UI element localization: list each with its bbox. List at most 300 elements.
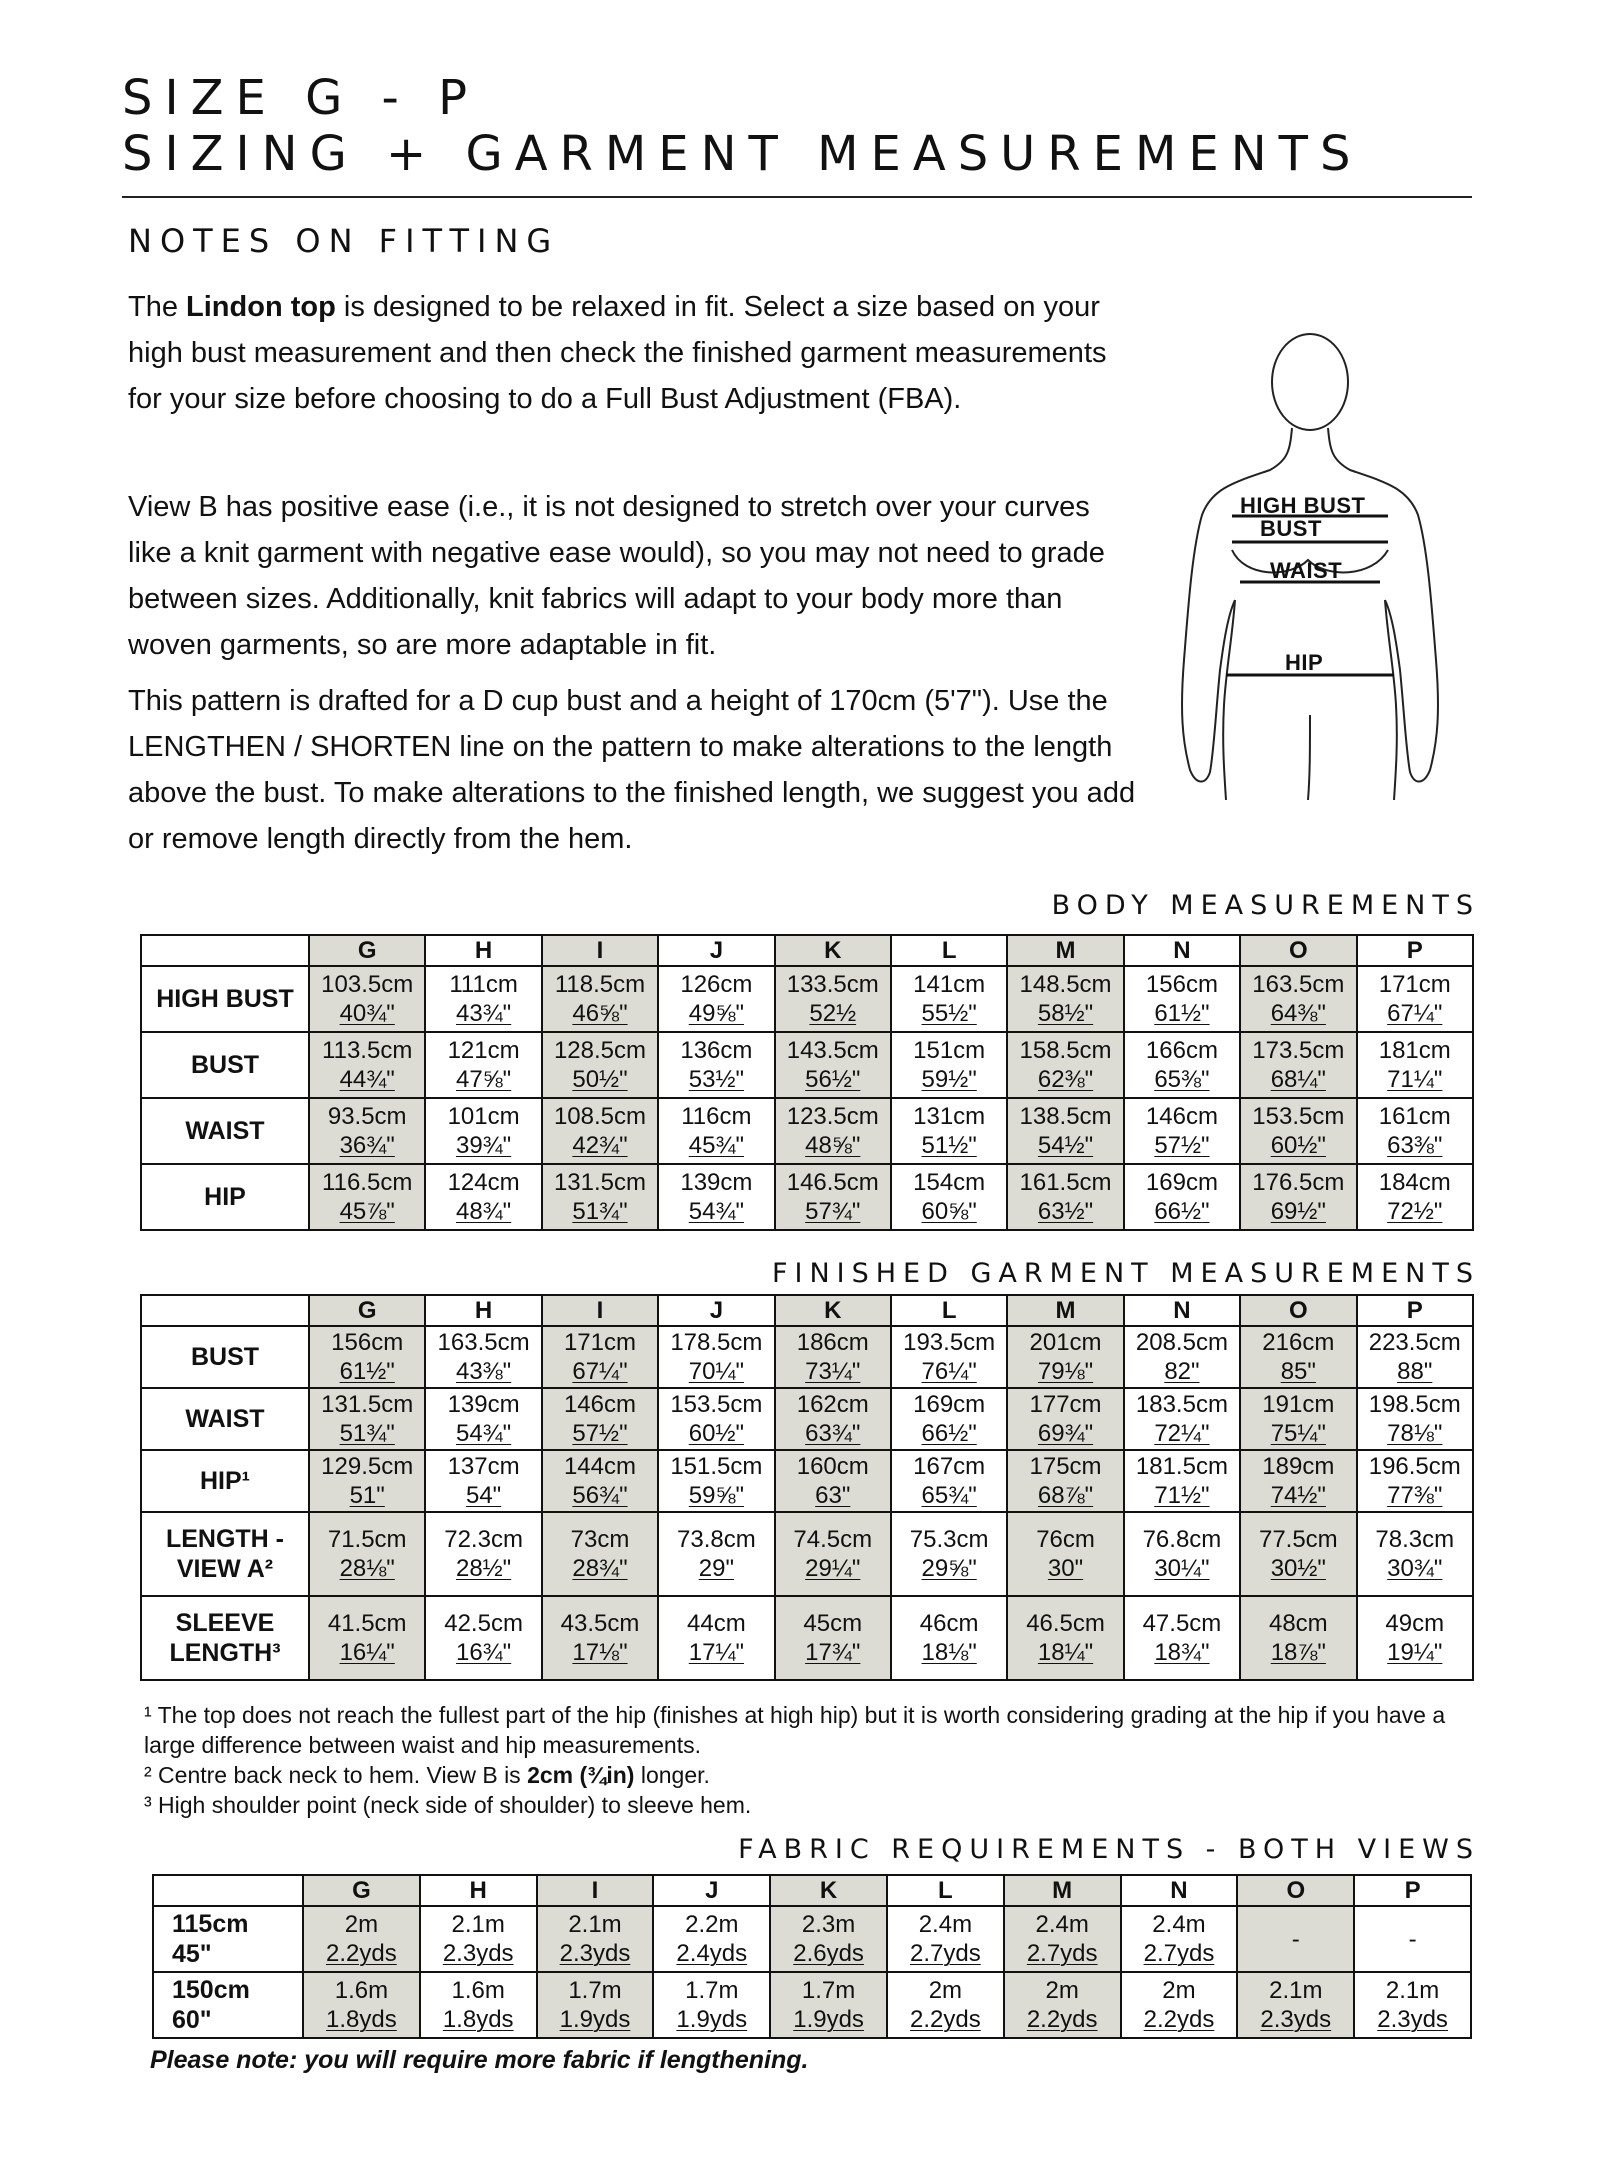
value-metric: 131.5cm: [321, 1391, 414, 1418]
row-label: [141, 1450, 309, 1512]
measurement-cell: [653, 1972, 770, 2038]
measurement-cell: [542, 1326, 658, 1388]
measurement-cell: [770, 1972, 887, 2038]
row-label-text: HIGH BUST: [156, 985, 294, 1013]
table-row: [153, 1972, 1471, 2038]
value-imperial: 2.4yds: [676, 1940, 748, 1967]
value-metric: 2.1m: [1269, 1977, 1323, 2004]
value-imperial: 2.3yds: [559, 1940, 631, 1967]
measurement-cell: [1237, 1906, 1354, 1972]
value-metric: 76.8cm: [1142, 1526, 1222, 1553]
measurement-cell: [653, 1906, 770, 1972]
measurement-cell: [775, 1450, 891, 1512]
value-imperial: 2.3yds: [442, 1940, 514, 1967]
title-line-2: SIZING + GARMENT MEASUREMENTS: [122, 126, 1363, 182]
row-label-text: BUST: [190, 1343, 260, 1371]
body-outline-icon: [1140, 310, 1480, 800]
value-metric: 2.1m: [1385, 1977, 1440, 2004]
size-header-o: O: [1237, 1875, 1354, 1906]
row-label: [141, 1326, 309, 1388]
measurement-cell: [775, 1388, 891, 1450]
value-metric: 161.5cm: [1019, 1169, 1112, 1196]
size-header-row: [153, 1875, 1471, 1906]
size-header-k: K: [775, 1295, 891, 1326]
value-metric: 75.3cm: [909, 1526, 989, 1553]
value-imperial: 2.3yds: [1377, 2006, 1448, 2033]
value-metric: 163.5cm: [437, 1329, 530, 1356]
value-metric: 151.5cm: [670, 1453, 763, 1480]
value-imperial: 60⅝": [921, 1198, 977, 1225]
value-imperial: 60½": [1270, 1132, 1326, 1159]
size-header-i: I: [537, 1875, 654, 1906]
measurement-cell: [1007, 1164, 1123, 1230]
value-metric: 2m: [344, 1911, 379, 1938]
value-metric: 116cm: [681, 1103, 752, 1130]
value-metric: 2.2m: [685, 1911, 739, 1938]
value-metric: 129.5cm: [321, 1453, 414, 1480]
value-metric: 72.3cm: [444, 1526, 523, 1553]
value-metric: 131cm: [913, 1103, 986, 1130]
fabric-note: Please note: you will require more fabric if lengthening.: [150, 2046, 809, 2074]
row-label-text: WAIST: [185, 1405, 265, 1433]
value-metric: 76cm: [1036, 1526, 1095, 1553]
value-metric: 47.5cm: [1142, 1610, 1222, 1637]
size-header-k: K: [770, 1875, 887, 1906]
value-metric: 223.5cm: [1368, 1329, 1461, 1356]
p1-product-name: Lindon top: [186, 291, 336, 323]
value-metric: 151cm: [913, 1037, 986, 1064]
value-metric: 143.5cm: [786, 1037, 879, 1064]
size-header-m: M: [1004, 1875, 1121, 1906]
measurement-cell: [542, 1388, 658, 1450]
value-imperial: 45⅞": [339, 1198, 395, 1225]
value-imperial: 16¾": [455, 1639, 512, 1666]
value-imperial: 2.7yds: [1026, 1940, 1098, 1967]
value-metric: 137cm: [447, 1453, 520, 1480]
measurement-cell: [1240, 1098, 1356, 1164]
value-imperial: 49⅝": [688, 1000, 744, 1027]
value-imperial: 51¾": [572, 1198, 628, 1225]
value-metric: 160cm: [796, 1453, 869, 1480]
measurement-cell: [1357, 1098, 1473, 1164]
value-metric: 2.4m: [1035, 1911, 1089, 1938]
value-imperial: 43⅜": [455, 1358, 512, 1385]
value-imperial: 18⅞": [1270, 1639, 1326, 1666]
measurement-cell: [1240, 1032, 1356, 1098]
value-metric: 108.5cm: [553, 1103, 646, 1130]
value-imperial: 54½": [1037, 1132, 1094, 1159]
value-imperial: 68¼": [1270, 1066, 1326, 1093]
value-imperial: 48¾": [455, 1198, 512, 1225]
value-metric: 191cm: [1262, 1391, 1335, 1418]
value-imperial: 66½": [1154, 1198, 1210, 1225]
row-label: [141, 1512, 309, 1596]
p1-text-a: The: [128, 291, 187, 323]
value-imperial: 59½": [921, 1066, 977, 1093]
notes-heading: NOTES ON FITTING: [128, 222, 560, 260]
value-metric: 178.5cm: [670, 1329, 763, 1356]
row-label: [141, 1164, 309, 1230]
value-imperial: 2.2yds: [910, 2006, 981, 2033]
measurement-cell: [1240, 1512, 1356, 1596]
value-imperial: 59⅝": [688, 1482, 744, 1509]
corner-cell: [141, 935, 309, 966]
table-row: [141, 966, 1473, 1032]
footnote-2-text-a: ² Centre back neck to hem. View B is: [144, 1762, 528, 1788]
value-metric: 201cm: [1029, 1329, 1102, 1356]
value-imperial: 63½": [1037, 1198, 1094, 1225]
measurement-cell: [542, 966, 658, 1032]
value-metric: 77.5cm: [1258, 1526, 1338, 1553]
value-metric: 43.5cm: [560, 1610, 640, 1637]
value-imperial: 71¼": [1387, 1066, 1443, 1093]
size-header-l: L: [887, 1875, 1004, 1906]
value-imperial: 51¾": [339, 1420, 395, 1447]
value-metric: 123.5cm: [786, 1103, 879, 1130]
measurement-cell: [1354, 1906, 1471, 1972]
value-metric: 171cm: [563, 1329, 636, 1356]
measurement-cell: [891, 1098, 1007, 1164]
value-metric: 41.5cm: [327, 1610, 407, 1637]
value-imperial: 1.9yds: [793, 2006, 864, 2033]
value-metric: 74.5cm: [793, 1526, 873, 1553]
value-metric: 156cm: [1145, 971, 1218, 998]
value-imperial: 70¼": [688, 1358, 744, 1385]
value-metric: 146cm: [1145, 1103, 1218, 1130]
measurement-cell: [1124, 1388, 1240, 1450]
value-metric: 176.5cm: [1252, 1169, 1345, 1196]
value-imperial: 53½": [688, 1066, 744, 1093]
value-imperial: 63": [815, 1482, 851, 1509]
value-metric: 124cm: [447, 1169, 520, 1196]
table-row: [141, 1388, 1473, 1450]
value-imperial: 64⅜": [1270, 1000, 1326, 1027]
measurement-cell: [1357, 1512, 1473, 1596]
value-imperial: 57½": [1154, 1132, 1210, 1159]
value-metric: 1.6m: [451, 1977, 505, 2004]
value-imperial: 60½": [688, 1420, 744, 1447]
size-header-g: G: [309, 935, 425, 966]
row-label-text: HIP¹: [200, 1467, 250, 1495]
size-header-o: O: [1240, 935, 1356, 966]
value-imperial: 17¼": [688, 1639, 744, 1666]
value-imperial: 39¾": [455, 1132, 512, 1159]
measurement-cell: [1240, 1388, 1356, 1450]
measurement-cell: [658, 966, 774, 1032]
measurement-cell: [1240, 1596, 1356, 1680]
body-measurements-table: [140, 934, 1474, 1231]
measurement-cell: [1357, 966, 1473, 1032]
value-metric: 101cm: [447, 1103, 520, 1130]
table-row: [141, 1326, 1473, 1388]
value-metric: 161cm: [1378, 1103, 1451, 1130]
measurement-cell: [658, 1388, 774, 1450]
measurement-cell: [658, 1326, 774, 1388]
value-metric: 169cm: [913, 1391, 986, 1418]
table-row: [141, 1596, 1473, 1680]
measurement-cell: [891, 966, 1007, 1032]
notes-paragraph-3: This pattern is drafted for a D cup bust and a height of 170cm (5'7"). Use the LENGTHEN / SHORTEN line on the pattern to make alterations to the length above the bust. To make alterations to the finished length, we suggest you add or remove length directly from the hem.: [128, 685, 1136, 855]
value-imperial: 76¼": [921, 1358, 977, 1385]
value-metric: 184cm: [1378, 1169, 1451, 1196]
measurement-cell: [425, 1388, 541, 1450]
value-imperial: 56¾": [572, 1482, 628, 1509]
value-imperial: 17⅛": [572, 1639, 628, 1666]
footnote-2-bold: 2cm (¾in): [527, 1762, 635, 1788]
measurement-cell: [1121, 1906, 1238, 1972]
value-imperial: 72¼": [1154, 1420, 1210, 1447]
table-row: [141, 1098, 1473, 1164]
value-imperial: 78⅛": [1387, 1420, 1443, 1447]
size-header-p: P: [1354, 1875, 1471, 1906]
value-imperial: 1.8yds: [326, 2006, 397, 2033]
measurement-cell: [537, 1972, 654, 2038]
body-measurements-heading: BODY MEASUREMENTS: [1051, 890, 1480, 921]
row-label-text: HIP: [204, 1183, 246, 1211]
size-header-n: N: [1124, 935, 1240, 966]
value-imperial: 1.8yds: [442, 2006, 514, 2033]
value-metric: 103.5cm: [321, 971, 414, 998]
measurement-cell: [770, 1906, 887, 1972]
measurement-cell: [1007, 1326, 1123, 1388]
value-metric: 153.5cm: [1252, 1103, 1345, 1130]
value-metric: 73cm: [570, 1526, 630, 1553]
value-metric: 181cm: [1378, 1037, 1451, 1064]
value-metric: 2m: [1045, 1977, 1079, 2004]
measurement-cell: [1240, 1326, 1356, 1388]
value-metric: 156cm: [331, 1329, 404, 1356]
size-header-row: [141, 935, 1473, 966]
body-figure: [1140, 310, 1480, 800]
row-label-width-cm: 115cm: [172, 1910, 249, 1938]
value-imperial: 54": [465, 1482, 502, 1509]
measurement-cell: [542, 1512, 658, 1596]
value-imperial: 2.6yds: [793, 1940, 864, 1967]
value-metric: 173.5cm: [1252, 1037, 1345, 1064]
value-imperial: 2.2yds: [1143, 2006, 1215, 2033]
value-metric: 1.6m: [334, 1977, 389, 2004]
measurement-cell: [1124, 1032, 1240, 1098]
value-metric: 171cm: [1378, 971, 1451, 998]
value-imperial: 65⅜": [1154, 1066, 1210, 1093]
value-imperial: 54¾": [455, 1420, 512, 1447]
value-imperial: 55½": [921, 1000, 977, 1027]
value-imperial: 51": [349, 1482, 385, 1509]
value-imperial: 74½": [1270, 1482, 1326, 1509]
value-metric: 153.5cm: [670, 1391, 763, 1418]
figure-label-high-bust: HIGH BUST: [1240, 493, 1366, 518]
size-header-o: O: [1240, 1295, 1356, 1326]
value-metric: 177cm: [1029, 1391, 1102, 1418]
value-metric: 208.5cm: [1135, 1329, 1228, 1356]
measurement-cell: [1007, 1450, 1123, 1512]
value-metric: 181.5cm: [1135, 1453, 1228, 1480]
value-metric: 193.5cm: [903, 1329, 996, 1356]
value-imperial: 47⅝": [455, 1066, 512, 1093]
value-imperial: 63¾": [805, 1420, 861, 1447]
value-imperial: 68⅞": [1037, 1482, 1094, 1509]
value-imperial: 62⅜": [1037, 1066, 1094, 1093]
value-imperial: 56½": [805, 1066, 861, 1093]
value-imperial: 29": [698, 1555, 734, 1582]
measurement-cell: [542, 1450, 658, 1512]
value-imperial: 72½": [1387, 1198, 1443, 1225]
size-header-j: J: [658, 935, 774, 966]
measurement-cell: [658, 1450, 774, 1512]
measurement-cell: [309, 1032, 425, 1098]
row-label: [141, 1032, 309, 1098]
footnote-2: [144, 1760, 1484, 1790]
measurement-cell: [1357, 1032, 1473, 1098]
value-metric: 166cm: [1145, 1037, 1218, 1064]
p1-text-b: is designed to be relaxed in fit. Select a size based on your high bust measurement and then check the finished garment measurements for your size before choosing to do a Full Bust Adjustment (FBA).: [128, 291, 1107, 415]
measurement-cell: [425, 1164, 541, 1230]
fabric-heading: FABRIC REQUIREMENTS - BOTH VIEWS: [738, 1834, 1480, 1865]
measurement-cell: [1240, 1164, 1356, 1230]
value-imperial: 28⅛": [339, 1555, 395, 1582]
measurement-cell: [1124, 1596, 1240, 1680]
value-imperial: 54¾": [688, 1198, 744, 1225]
value-imperial: 2.7yds: [1143, 1940, 1215, 1967]
measurement-cell: [309, 1326, 425, 1388]
value-metric: 162cm: [796, 1391, 869, 1418]
value-metric: 48cm: [1268, 1610, 1328, 1637]
value-imperial: 45¾": [688, 1132, 744, 1159]
notes-paragraph-2: View B has positive ease (i.e., it is not designed to stretch over your curves like a knit garment with negative ease would), so you may not need to grade between sizes. Additionally, knit fabrics will adapt to your body more than woven garments, so are more adaptable in fit.: [128, 491, 1105, 661]
size-header-n: N: [1121, 1875, 1238, 1906]
value-imperial: 30¾": [1387, 1555, 1443, 1582]
corner-cell: [141, 1295, 309, 1326]
value-imperial: 73¼": [805, 1358, 861, 1385]
measurement-cell: [1124, 1098, 1240, 1164]
measurement-cell: [1357, 1388, 1473, 1450]
size-header-l: L: [891, 1295, 1007, 1326]
value-imperial: 66½": [921, 1420, 977, 1447]
value-metric: 2.1m: [568, 1911, 622, 1938]
value-imperial: 29⅝": [921, 1555, 977, 1582]
value-metric: 138.5cm: [1019, 1103, 1112, 1130]
measurement-cell: [542, 1164, 658, 1230]
measurement-cell: [309, 966, 425, 1032]
value-metric: 196.5cm: [1368, 1453, 1461, 1480]
table-row: [141, 1164, 1473, 1230]
value-metric: 141cm: [913, 971, 986, 998]
value-metric: 139cm: [447, 1391, 520, 1418]
value-metric: 73.8cm: [677, 1526, 756, 1553]
value-imperial: 1.9yds: [559, 2006, 631, 2033]
row-label: [141, 1388, 309, 1450]
size-header-n: N: [1124, 1295, 1240, 1326]
value-imperial: 85": [1280, 1358, 1316, 1385]
value-metric: 175cm: [1029, 1453, 1102, 1480]
value-metric: 136cm: [680, 1037, 753, 1064]
value-metric: 46.5cm: [1026, 1610, 1105, 1637]
size-header-h: H: [420, 1875, 537, 1906]
measurement-cell: [775, 1326, 891, 1388]
value-imperial: 82": [1164, 1358, 1200, 1385]
measurement-cell: [1007, 966, 1123, 1032]
corner-cell: [153, 1875, 303, 1906]
size-header-k: K: [775, 935, 891, 966]
value-metric: 2m: [1162, 1977, 1196, 2004]
value-metric: 42.5cm: [444, 1610, 523, 1637]
value-metric: 131.5cm: [553, 1169, 646, 1196]
measurement-cell: [425, 1326, 541, 1388]
value-imperial: 2.2yds: [1026, 2006, 1098, 2033]
table-row: [141, 1450, 1473, 1512]
measurement-cell: [891, 1164, 1007, 1230]
row-label-text: SLEEVE LENGTH³: [169, 1609, 281, 1667]
value-imperial: 48⅝": [805, 1132, 861, 1159]
size-header-i: I: [542, 1295, 658, 1326]
measurement-cell: [891, 1326, 1007, 1388]
value-metric: 154cm: [913, 1169, 986, 1196]
value-metric: 1.7m: [568, 1977, 622, 2004]
measurement-cell: [1357, 1164, 1473, 1230]
size-header-g: G: [303, 1875, 420, 1906]
figure-label-waist: WAIST: [1270, 558, 1343, 583]
size-header-i: I: [542, 935, 658, 966]
measurement-cell: [420, 1972, 537, 2038]
measurement-cell: [1240, 966, 1356, 1032]
measurement-cell: [775, 966, 891, 1032]
size-header-j: J: [658, 1295, 774, 1326]
measurement-cell: [775, 1164, 891, 1230]
value-metric: 113.5cm: [322, 1037, 413, 1064]
measurement-cell: [1237, 1972, 1354, 2038]
measurement-cell: [1124, 966, 1240, 1032]
size-header-p: P: [1357, 935, 1473, 966]
measurement-cell: [891, 1032, 1007, 1098]
value-imperial: 28¾": [572, 1555, 628, 1582]
size-header-m: M: [1007, 1295, 1123, 1326]
measurement-cell: [1124, 1164, 1240, 1230]
value-metric: 146cm: [563, 1391, 636, 1418]
value-imperial: 69¾": [1037, 1420, 1094, 1447]
value-imperial: 61½": [1154, 1000, 1210, 1027]
value-imperial: 57¾": [805, 1198, 861, 1225]
value-metric: 189cm: [1262, 1453, 1335, 1480]
value-imperial: 2.7yds: [910, 1940, 981, 1967]
value-imperial: 19¼": [1387, 1639, 1443, 1666]
value-imperial: 1.9yds: [676, 2006, 748, 2033]
measurement-cell: [1007, 1512, 1123, 1596]
measurement-cell: [658, 1512, 774, 1596]
measurement-cell: [425, 1098, 541, 1164]
row-label: [141, 1098, 309, 1164]
finished-measurements-table: [140, 1294, 1474, 1681]
value-imperial: 51½": [921, 1132, 977, 1159]
value-imperial: 67¼": [1387, 1000, 1443, 1027]
measurement-cell: [1357, 1596, 1473, 1680]
row-label: [141, 966, 309, 1032]
row-label: [153, 1972, 303, 2038]
value-imperial: 28½": [455, 1555, 512, 1582]
measurement-cell: [303, 1972, 420, 2038]
measurement-cell: [1004, 1972, 1121, 2038]
value-metric: 1.7m: [685, 1977, 739, 2004]
title-line-1: SIZE G - P: [122, 70, 480, 126]
measurement-cell: [425, 1450, 541, 1512]
value-imperial: 57½": [572, 1420, 628, 1447]
value-metric: 2.4m: [918, 1911, 973, 1938]
row-label-width-in: 60": [172, 2006, 212, 2034]
row-label: [141, 1596, 309, 1680]
value-metric: 169cm: [1145, 1169, 1218, 1196]
value-imperial: 18¼": [1037, 1639, 1094, 1666]
measurement-cell: [425, 1512, 541, 1596]
notes-paragraph-1: [128, 284, 1138, 422]
